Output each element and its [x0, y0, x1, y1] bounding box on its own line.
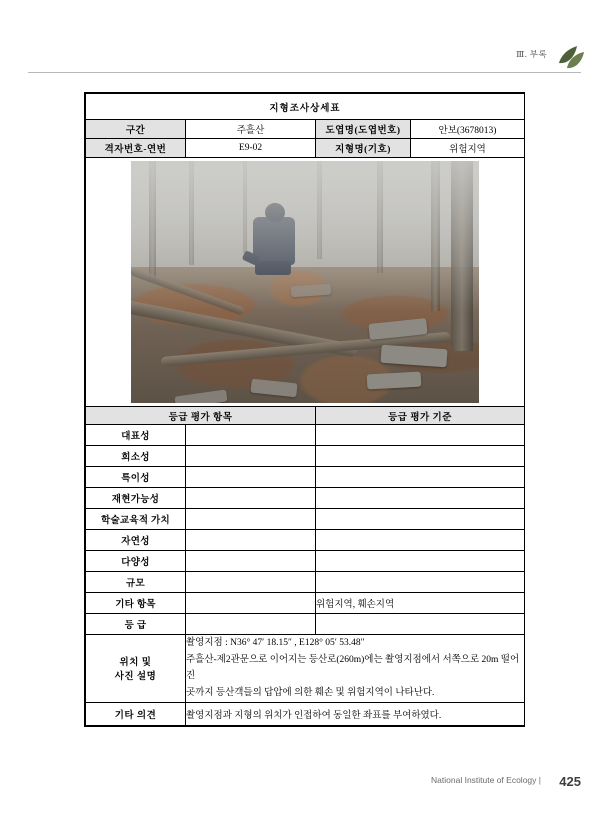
- label-section: 구간: [86, 120, 186, 139]
- eval-mid-other-items: [186, 593, 316, 614]
- value-mapsheet: 안보(3678013): [411, 120, 525, 139]
- table-row: [86, 446, 525, 467]
- eval-mid-uniqueness: [186, 467, 316, 488]
- eval-value-naturalness: [316, 530, 525, 551]
- eval-value-representativeness: [316, 425, 525, 446]
- description-label-line2: 사진 설명: [114, 672, 157, 683]
- table-row: [86, 120, 525, 139]
- opinion-label: 기타 의견: [86, 702, 186, 725]
- geomorphology-survey-sheet: [84, 92, 525, 727]
- label-mapsheet: 도엽명(도엽번호): [316, 120, 411, 139]
- description-line-3: 곳까지 등산객들의 답압에 의한 훼손 및 위험지역이 나타난다.: [186, 687, 435, 698]
- eval-label-grade: 등 급: [86, 614, 186, 635]
- eval-mid-academic-value: [186, 509, 316, 530]
- eval-mid-grade: [186, 614, 316, 635]
- eval-label-naturalness: 자연성: [86, 530, 186, 551]
- sheet-table: [85, 93, 525, 726]
- table-row: [86, 509, 525, 530]
- eval-value-uniqueness: [316, 467, 525, 488]
- page-footer: [0, 774, 609, 840]
- photo-cell: [86, 158, 525, 407]
- value-grid-number: E9-02: [186, 139, 316, 158]
- eval-label-scale: 규모: [86, 572, 186, 593]
- table-row: [86, 572, 525, 593]
- eval-value-grade: [316, 614, 525, 635]
- eval-mid-naturalness: [186, 530, 316, 551]
- eval-label-reproducibility: 재현가능성: [86, 488, 186, 509]
- survey-photo: [131, 161, 479, 403]
- eval-header-item: 등급 평가 항목: [86, 407, 316, 425]
- sheet-title: 지형조사상세표: [86, 94, 525, 120]
- label-landform-name: 지형명(기호): [316, 139, 411, 158]
- table-row: [86, 530, 525, 551]
- description-line-1: 촬영지점 : N36° 47′ 18.15″ , E128° 05′ 53.48″: [186, 638, 365, 648]
- description-line-2: 주흘산-제2관문으로 이어지는 등산로(260m)에는 촬영지점에서 서쪽으로 20m 떨어진: [186, 654, 520, 682]
- description-body: [186, 635, 525, 703]
- value-section: 주흘산: [186, 120, 316, 139]
- eval-label-other-items: 기타 항목: [86, 593, 186, 614]
- footer-separator: |: [538, 775, 541, 785]
- eval-value-diversity: [316, 551, 525, 572]
- table-row: [86, 593, 525, 614]
- eval-value-reproducibility: [316, 488, 525, 509]
- table-row-eval-header: [86, 407, 525, 425]
- eval-value-other-items: 위험지역, 훼손지역: [316, 593, 525, 614]
- eval-mid-representativeness: [186, 425, 316, 446]
- label-grid-number: 격자번호-연번: [86, 139, 186, 158]
- table-row-photo: [86, 158, 525, 407]
- description-label-line1: 위치 및: [119, 658, 152, 669]
- eval-label-diversity: 다양성: [86, 551, 186, 572]
- eval-header-criteria: 등급 평가 기준: [316, 407, 525, 425]
- eval-mid-scale: [186, 572, 316, 593]
- table-row-opinion: [86, 702, 525, 725]
- survey-photo-wrapper: [86, 158, 524, 406]
- footer-organization: [431, 775, 541, 785]
- table-row: [86, 139, 525, 158]
- page-number: 425: [559, 774, 581, 789]
- description-label: [86, 635, 186, 703]
- eval-mid-reproducibility: [186, 488, 316, 509]
- eval-label-uniqueness: 특이성: [86, 467, 186, 488]
- opinion-value: 촬영지점과 지형의 위치가 인접하여 동일한 좌표를 부여하였다.: [186, 702, 525, 725]
- leaf-icon: [553, 44, 587, 70]
- table-row: [86, 551, 525, 572]
- table-row: [86, 425, 525, 446]
- page-header: [0, 0, 609, 76]
- header-section-label: Ⅲ. 부록: [516, 49, 547, 59]
- table-row: [86, 467, 525, 488]
- eval-value-scale: [316, 572, 525, 593]
- eval-label-rarity: 희소성: [86, 446, 186, 467]
- table-row-title: [86, 94, 525, 120]
- footer-organization-name: National Institute of Ecology: [431, 775, 537, 785]
- eval-label-academic-value: 학술교육적 가치: [86, 509, 186, 530]
- table-row: [86, 614, 525, 635]
- table-row: [86, 488, 525, 509]
- eval-mid-diversity: [186, 551, 316, 572]
- eval-value-rarity: [316, 446, 525, 467]
- eval-label-representativeness: 대표성: [86, 425, 186, 446]
- header-divider: [28, 72, 581, 73]
- table-row-description: [86, 635, 525, 703]
- eval-mid-rarity: [186, 446, 316, 467]
- value-landform-name: 위험지역: [411, 139, 525, 158]
- eval-value-academic-value: [316, 509, 525, 530]
